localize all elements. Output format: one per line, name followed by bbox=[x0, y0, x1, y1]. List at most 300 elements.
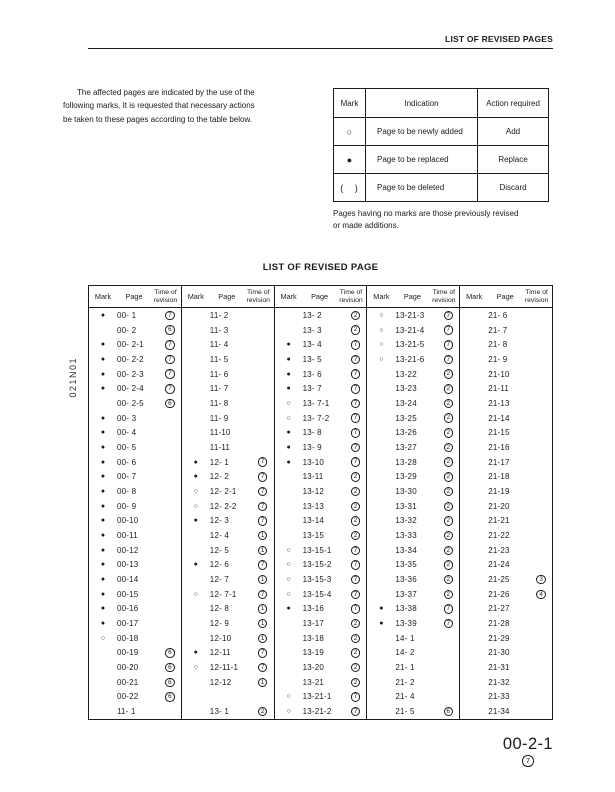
table-row bbox=[367, 484, 459, 499]
table-row bbox=[89, 499, 181, 514]
table-row bbox=[460, 352, 552, 367]
page-cell: 13-35 bbox=[395, 560, 417, 570]
table-row bbox=[275, 602, 367, 617]
page-cell: 00-10 bbox=[117, 516, 139, 526]
revision-circle: 2 bbox=[444, 590, 454, 600]
page-cell: 12- 7-1 bbox=[209, 589, 237, 599]
revision-cell bbox=[437, 443, 459, 453]
table-row bbox=[182, 690, 274, 705]
page-cell: 21-17 bbox=[488, 457, 510, 467]
table-row bbox=[275, 646, 367, 661]
page-cell: 13-15 bbox=[302, 531, 325, 541]
page-cell: 13-26 bbox=[395, 428, 417, 438]
revision-cell bbox=[437, 369, 459, 379]
revision-circle: 2 bbox=[351, 678, 361, 688]
filled-circle-mark-icon: ● bbox=[286, 605, 291, 613]
table-row bbox=[367, 308, 459, 323]
table-row bbox=[182, 470, 274, 485]
page-cell: 21-23 bbox=[488, 545, 510, 555]
filled-circle-mark-icon: ● bbox=[100, 590, 106, 598]
page-column-header: Page bbox=[218, 292, 236, 302]
page-cell: 00-12 bbox=[117, 545, 139, 555]
revision-circle: 7 bbox=[351, 413, 361, 423]
revision-cell bbox=[437, 428, 459, 438]
table-row bbox=[182, 323, 274, 338]
revision-cell bbox=[345, 590, 367, 600]
revision-cell bbox=[345, 648, 367, 658]
page-cell: 00-15 bbox=[117, 589, 139, 599]
revision-circle: 7 bbox=[351, 604, 361, 614]
page-cell: 21-29 bbox=[488, 633, 510, 643]
page-cell: 13- 1 bbox=[209, 707, 230, 717]
revision-circle: 1 bbox=[258, 546, 268, 556]
revision-cell bbox=[345, 325, 367, 335]
page-cell: 00- 8 bbox=[117, 487, 137, 497]
revision-cell bbox=[252, 590, 274, 600]
table-row bbox=[275, 616, 367, 631]
page-cell: 21- 2 bbox=[395, 677, 415, 687]
open-circle-mark-icon: ○ bbox=[379, 312, 384, 320]
filled-circle-mark-icon: ● bbox=[100, 458, 106, 466]
page-cell: 13-21 bbox=[302, 677, 325, 687]
revision-circle: 2 bbox=[444, 560, 454, 570]
revision-circle: 7 bbox=[165, 384, 175, 394]
table-row bbox=[367, 470, 459, 485]
revision-cell bbox=[345, 457, 367, 467]
table-row bbox=[460, 514, 552, 529]
revision-cell bbox=[159, 399, 181, 409]
revision-circle: 2 bbox=[444, 531, 454, 541]
table-row bbox=[89, 396, 181, 411]
revision-cell bbox=[345, 546, 367, 556]
page-cell: 13- 8 bbox=[302, 428, 322, 438]
page-cell: 00- 9 bbox=[117, 501, 137, 511]
page-cell: 13-23 bbox=[395, 384, 417, 394]
revision-cell bbox=[437, 325, 459, 335]
table-row bbox=[275, 528, 367, 543]
table-row bbox=[275, 660, 367, 675]
filled-circle-mark-icon: ● bbox=[100, 532, 106, 540]
table-row bbox=[460, 602, 552, 617]
filled-circle-mark-icon: ● bbox=[100, 414, 106, 422]
table-row bbox=[460, 411, 552, 426]
table-row bbox=[275, 455, 367, 470]
table-row bbox=[275, 308, 367, 323]
page-cell: 13-15-2 bbox=[302, 560, 332, 570]
revision-circle: 7 bbox=[444, 311, 454, 321]
revision-cell bbox=[345, 502, 367, 512]
table-row bbox=[182, 602, 274, 617]
page-cell: 00- 2-1 bbox=[117, 340, 144, 350]
mark-column-header: Mark bbox=[373, 292, 390, 302]
note-line: or made additions. bbox=[333, 221, 399, 231]
revision-cell bbox=[437, 340, 459, 350]
table-row bbox=[367, 616, 459, 631]
revision-cell bbox=[437, 311, 459, 321]
table-row bbox=[367, 352, 459, 367]
page-cell: 00- 2-3 bbox=[117, 369, 144, 379]
revision-circle: 7 bbox=[351, 590, 361, 600]
page-cell: 12- 5 bbox=[209, 545, 230, 555]
revision-circle: 7 bbox=[444, 604, 454, 614]
page-cell: 13-14 bbox=[302, 516, 325, 526]
mark-column-header: Mark bbox=[187, 292, 204, 302]
table-row bbox=[275, 558, 367, 573]
open-circle-mark-icon: ○ bbox=[286, 561, 291, 569]
table-group-header bbox=[89, 286, 181, 308]
revision-circle: 7 bbox=[165, 369, 175, 379]
filled-circle-mark-icon: ● bbox=[193, 458, 198, 466]
revision-circle: 2 bbox=[444, 575, 454, 585]
revision-circle: 2 bbox=[351, 502, 361, 512]
table-row bbox=[89, 367, 181, 382]
open-circle-mark-icon: ○ bbox=[193, 488, 198, 496]
revision-cell bbox=[345, 663, 367, 673]
header-title: LIST OF REVISED PAGES bbox=[445, 34, 553, 44]
revision-circle: 7 bbox=[165, 311, 175, 321]
table-group-header bbox=[367, 286, 459, 308]
table-group-header bbox=[275, 286, 367, 308]
revision-circle: 7 bbox=[351, 384, 361, 394]
revision-cell bbox=[345, 384, 367, 394]
intro-line: The affected pages are indicated by the use of the bbox=[77, 88, 255, 97]
page-cell: 13-15-3 bbox=[302, 575, 332, 585]
revision-circle: 2 bbox=[351, 648, 361, 658]
revision-circle: 1 bbox=[258, 604, 268, 614]
table-row bbox=[275, 587, 367, 602]
page-header bbox=[88, 34, 553, 49]
table-body bbox=[275, 308, 367, 719]
page-cell: 21-16 bbox=[488, 443, 510, 453]
page-cell: 00-16 bbox=[117, 604, 139, 614]
legend-header-action: Action required bbox=[477, 89, 548, 117]
revision-cell bbox=[437, 590, 459, 600]
revision-circle: 7 bbox=[258, 648, 268, 658]
table-row bbox=[182, 484, 274, 499]
time-of-revision-column-header: Time of revision bbox=[339, 289, 363, 304]
table-row bbox=[367, 338, 459, 353]
revision-cell bbox=[252, 531, 274, 541]
page-cell: 00-14 bbox=[117, 575, 139, 585]
page-column-header: Page bbox=[496, 292, 514, 302]
revision-cell bbox=[345, 369, 367, 379]
revision-circle: 1 bbox=[258, 531, 268, 541]
page-cell: 21-10 bbox=[488, 369, 510, 379]
revision-circle: 2 bbox=[444, 516, 454, 526]
table-row bbox=[460, 308, 552, 323]
page-cell: 00-20 bbox=[117, 663, 139, 673]
parentheses-mark-icon bbox=[334, 173, 365, 201]
revision-circle: 4 bbox=[536, 590, 546, 600]
revision-circle: 2 bbox=[351, 531, 361, 541]
revision-cell bbox=[252, 457, 274, 467]
time-of-revision-column-header: Time of revision bbox=[432, 289, 456, 304]
table-row bbox=[89, 411, 181, 426]
page-cell: 21-15 bbox=[488, 428, 510, 438]
filled-circle-mark-icon: ● bbox=[100, 341, 106, 349]
table-row bbox=[460, 338, 552, 353]
filled-circle-mark-icon: ● bbox=[100, 444, 106, 452]
revision-cell bbox=[437, 516, 459, 526]
revision-cell bbox=[437, 619, 459, 629]
revision-cell bbox=[159, 355, 181, 365]
page-cell: 11- 5 bbox=[209, 355, 229, 365]
page-cell: 00- 2-5 bbox=[117, 399, 144, 409]
page-cell: 13- 6 bbox=[302, 369, 322, 379]
revision-cell bbox=[252, 648, 274, 658]
table-column-group bbox=[459, 286, 552, 719]
page-cell: 13-22 bbox=[395, 369, 417, 379]
revision-circle: 7 bbox=[351, 707, 361, 717]
revision-cell bbox=[159, 663, 181, 673]
table-row bbox=[275, 484, 367, 499]
page-cell: 13- 9 bbox=[302, 443, 322, 453]
page-cell: 21- 4 bbox=[395, 692, 415, 702]
table-row bbox=[367, 455, 459, 470]
page-cell: 00-13 bbox=[117, 560, 139, 570]
table-row bbox=[460, 528, 552, 543]
revision-cell bbox=[437, 604, 459, 614]
footer bbox=[503, 735, 553, 767]
filled-circle-mark-icon: ● bbox=[100, 576, 106, 584]
page-cell: 13-21-3 bbox=[395, 311, 425, 321]
table-row bbox=[275, 514, 367, 529]
page-cell: 21-25 bbox=[488, 575, 510, 585]
page-cell: 13-34 bbox=[395, 545, 417, 555]
side-code-label: 021N01 bbox=[68, 357, 78, 398]
revision-circle: 7 bbox=[258, 502, 268, 512]
table-row bbox=[460, 631, 552, 646]
revision-circle: 2 bbox=[444, 457, 454, 467]
page-cell: 13-30 bbox=[395, 487, 417, 497]
table-row bbox=[182, 382, 274, 397]
filled-circle-mark-icon: ● bbox=[100, 356, 106, 364]
page-cell: 13- 5 bbox=[302, 355, 322, 365]
revision-cell bbox=[345, 678, 367, 688]
page-cell: 13-33 bbox=[395, 531, 417, 541]
revision-cell bbox=[252, 487, 274, 497]
time-of-revision-column-header: Time of revision bbox=[524, 289, 549, 304]
open-circle-mark-icon: ○ bbox=[379, 326, 384, 334]
page-cell: 13-16 bbox=[302, 604, 325, 614]
revision-circle: 2 bbox=[444, 399, 454, 409]
table-row bbox=[367, 528, 459, 543]
table-row bbox=[275, 367, 367, 382]
table-row bbox=[182, 499, 274, 514]
revision-cell bbox=[345, 692, 367, 702]
open-circle-mark-icon: ○ bbox=[379, 341, 384, 349]
revision-cell bbox=[437, 472, 459, 482]
revision-cell bbox=[530, 575, 552, 585]
page-column-header: Page bbox=[403, 292, 421, 302]
page-cell: 13-25 bbox=[395, 413, 417, 423]
table-column-group bbox=[89, 286, 181, 719]
table-row bbox=[89, 352, 181, 367]
page-cell: 13-15-4 bbox=[302, 589, 332, 599]
page-cell: 13-21-1 bbox=[302, 692, 332, 702]
filled-circle-mark-icon: ● bbox=[193, 473, 198, 481]
page-cell: 11- 8 bbox=[209, 399, 229, 409]
table-row bbox=[89, 528, 181, 543]
page-cell: 12- 4 bbox=[209, 531, 230, 541]
revision-circle: 7 bbox=[351, 399, 361, 409]
revision-cell bbox=[345, 531, 367, 541]
revision-circle: 1 bbox=[258, 678, 268, 688]
marks-legend-table bbox=[333, 88, 549, 202]
open-circle-mark-icon: ○ bbox=[193, 664, 198, 672]
page-column-header: Page bbox=[125, 292, 143, 302]
table-row bbox=[275, 323, 367, 338]
revision-cell bbox=[437, 707, 459, 717]
revision-circle: 7 bbox=[258, 487, 268, 497]
table-row bbox=[182, 338, 274, 353]
page-cell: 00- 2-4 bbox=[117, 384, 144, 394]
table-group-header bbox=[182, 286, 274, 308]
revision-cell bbox=[437, 531, 459, 541]
revision-circle: 1 bbox=[258, 619, 268, 629]
filled-circle-mark-icon: ● bbox=[193, 649, 198, 657]
revision-circle: 7 bbox=[258, 472, 268, 482]
page-cell: 12- 2 bbox=[209, 472, 230, 482]
page-cell: 21-30 bbox=[488, 648, 510, 658]
table-row bbox=[460, 587, 552, 602]
page-cell: 11- 6 bbox=[209, 369, 229, 379]
table-row bbox=[182, 572, 274, 587]
table-row bbox=[182, 675, 274, 690]
table-row bbox=[460, 690, 552, 705]
table-row bbox=[89, 308, 181, 323]
revision-circle: 7 bbox=[444, 619, 454, 629]
table-row bbox=[460, 543, 552, 558]
page-cell: 00-21 bbox=[117, 677, 139, 687]
revision-cell bbox=[345, 604, 367, 614]
page-cell: 13-18 bbox=[302, 633, 325, 643]
table-row bbox=[367, 367, 459, 382]
table-row bbox=[275, 675, 367, 690]
page-cell: 11- 3 bbox=[209, 325, 229, 335]
page-cell: 11-11 bbox=[209, 443, 231, 453]
table-row bbox=[275, 470, 367, 485]
page-cell: 13-13 bbox=[302, 501, 325, 511]
page-cell: 21-32 bbox=[488, 677, 510, 687]
revision-circle: 7 bbox=[258, 457, 268, 467]
table-column-group bbox=[181, 286, 274, 719]
table-row bbox=[367, 690, 459, 705]
table-row bbox=[275, 499, 367, 514]
table-row bbox=[275, 704, 367, 719]
revision-circle: 2 bbox=[444, 413, 454, 423]
legend-header-mark: Mark bbox=[340, 98, 359, 108]
revision-circle: 2 bbox=[351, 663, 361, 673]
table-row bbox=[182, 440, 274, 455]
filled-circle-mark-icon: ● bbox=[286, 444, 291, 452]
filled-circle-mark-icon: ● bbox=[286, 356, 291, 364]
revision-cell bbox=[159, 384, 181, 394]
table-group-header bbox=[460, 286, 552, 308]
filled-circle-glyph: ● bbox=[346, 154, 353, 165]
table-row bbox=[89, 646, 181, 661]
revision-cell bbox=[437, 575, 459, 585]
table-row bbox=[89, 587, 181, 602]
table-row bbox=[182, 455, 274, 470]
table-row bbox=[89, 690, 181, 705]
revision-cell bbox=[252, 634, 274, 644]
table-row bbox=[367, 602, 459, 617]
table-row bbox=[182, 616, 274, 631]
revision-circle: 7 bbox=[351, 546, 361, 556]
filled-circle-mark-icon: ● bbox=[193, 517, 198, 525]
table-row bbox=[182, 308, 274, 323]
filled-circle-mark-icon: ● bbox=[286, 370, 291, 378]
table-row bbox=[367, 440, 459, 455]
revision-cell bbox=[345, 575, 367, 585]
table-row bbox=[275, 543, 367, 558]
revision-cell bbox=[345, 516, 367, 526]
legend-header-indication: Indication bbox=[365, 89, 477, 117]
table-row bbox=[460, 396, 552, 411]
table-body bbox=[182, 308, 274, 719]
revision-cell bbox=[437, 487, 459, 497]
revision-cell bbox=[345, 340, 367, 350]
table-row bbox=[367, 396, 459, 411]
table-row bbox=[89, 440, 181, 455]
revision-circle: 2 bbox=[351, 325, 361, 335]
table-row bbox=[89, 455, 181, 470]
page-cell: 14- 2 bbox=[395, 648, 415, 658]
page-cell: 12- 3 bbox=[209, 516, 230, 526]
table-row bbox=[89, 631, 181, 646]
revision-circle: 2 bbox=[351, 634, 361, 644]
filled-circle-mark-icon: ● bbox=[100, 488, 106, 496]
filled-circle-mark-icon: ● bbox=[100, 370, 106, 378]
table-row bbox=[367, 704, 459, 719]
page-cell: 11- 9 bbox=[209, 413, 229, 423]
page-cell: 13-31 bbox=[395, 501, 417, 511]
page-cell: 13-21-2 bbox=[302, 707, 332, 717]
mark-column-header: Mark bbox=[466, 292, 483, 302]
page-cell: 21-18 bbox=[488, 472, 510, 482]
page-cell: 12- 2-2 bbox=[209, 501, 237, 511]
revision-cell bbox=[252, 707, 274, 717]
revision-circle: 7 bbox=[351, 443, 361, 453]
revision-circle: 7 bbox=[444, 355, 454, 365]
revision-cell bbox=[437, 355, 459, 365]
revision-circle: 2 bbox=[258, 707, 268, 717]
revision-circle: 1 bbox=[258, 575, 268, 585]
revision-circle: 2 bbox=[444, 369, 454, 379]
intro-line: be taken to these pages according to the table below. bbox=[63, 114, 253, 124]
table-row bbox=[367, 514, 459, 529]
table-row bbox=[182, 543, 274, 558]
page-cell: 00- 5 bbox=[117, 443, 137, 453]
revision-cell bbox=[159, 648, 181, 658]
revision-cell bbox=[437, 413, 459, 423]
revision-circle: 2 bbox=[351, 619, 361, 629]
table-row bbox=[89, 602, 181, 617]
revision-cell bbox=[252, 678, 274, 688]
revision-cell bbox=[345, 413, 367, 423]
revision-cell bbox=[437, 384, 459, 394]
page-cell: 21- 9 bbox=[488, 355, 508, 365]
revision-cell bbox=[252, 502, 274, 512]
revision-cell bbox=[252, 516, 274, 526]
table-body bbox=[89, 308, 181, 719]
legend-action-replace: Replace bbox=[477, 145, 548, 173]
parentheses-glyph: ( ) bbox=[340, 182, 359, 193]
page-cell: 00- 3 bbox=[117, 413, 137, 423]
page-cell: 13-11 bbox=[302, 472, 324, 482]
revision-cell bbox=[159, 325, 181, 335]
